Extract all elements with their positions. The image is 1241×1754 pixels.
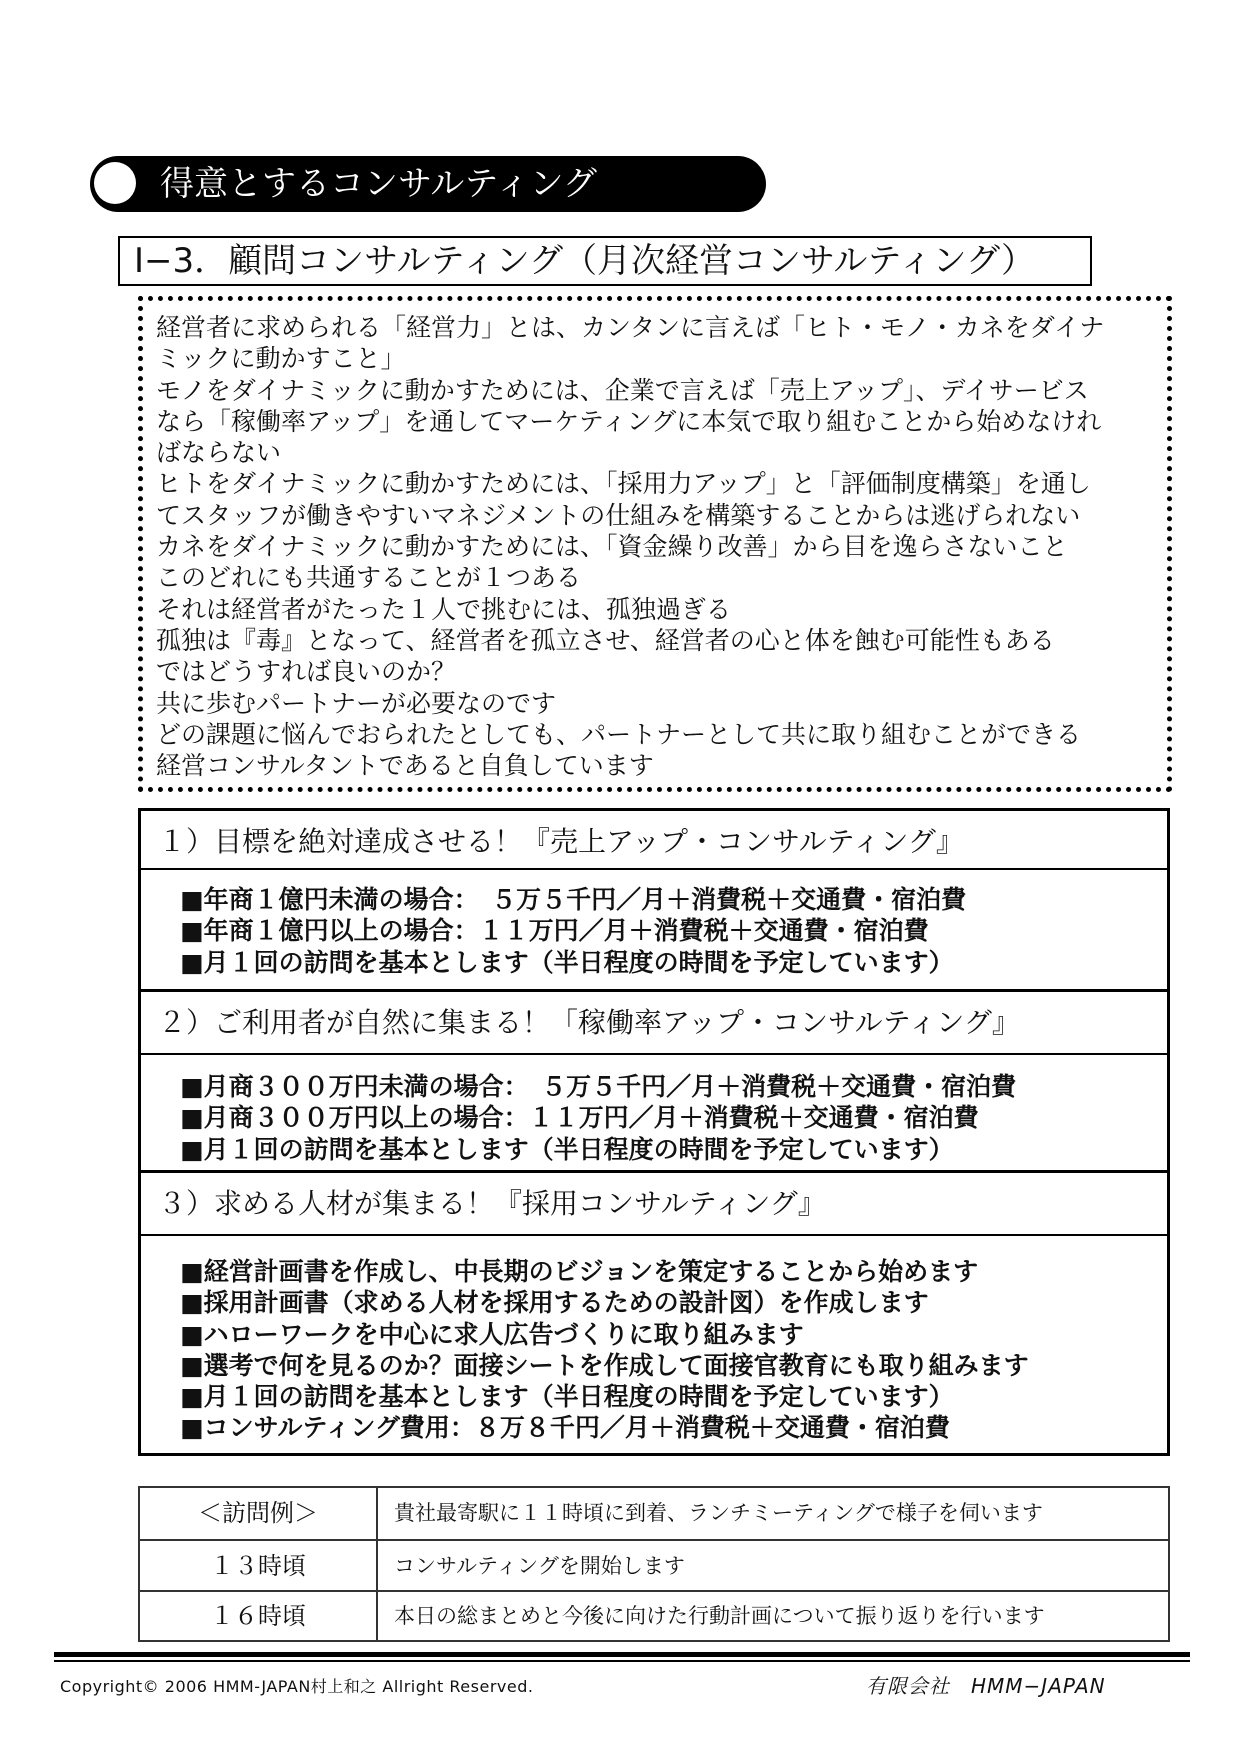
plan-line: ■年商１億円以上の場合：１１万円／月＋消費税＋交通費・宿泊費: [180, 916, 929, 946]
intro-line: どの課題に悩んでおられたとしても、パートナーとして共に取り組むことができる: [156, 719, 1082, 749]
intro-line: なら「稼働率アップ」を通してマーケティングに本気で取り組むことから始めなけれ: [156, 406, 1102, 436]
visit-description: 本日の総まとめと今後に向けた行動計画について振り返りを行います: [394, 1604, 1045, 1628]
intro-text: [156, 312, 1156, 781]
plan-line: ■採用計画書（求める人材を採用するための設計図）を作成します: [180, 1288, 929, 1318]
visit-time: ＜訪問例＞: [140, 1488, 378, 1539]
plan-details-recruiting: [180, 1256, 1029, 1444]
footer-rule: [54, 1652, 1190, 1657]
banner-bullet-icon: [94, 162, 136, 204]
plan-line: ■コンサルティング費用：８万８千円／月＋消費税＋交通費・宿泊費: [180, 1413, 950, 1443]
plan-details-sales: [180, 884, 966, 978]
intro-line: このどれにも共通することが１つある: [156, 563, 582, 593]
plan-title-sales: １）目標を絶対達成させる！『売上アップ・コンサルティング』: [158, 825, 964, 858]
visit-description: コンサルティングを開始します: [394, 1554, 685, 1578]
plan-line: ■ハローワークを中心に求人広告づくりに取り組みます: [180, 1319, 804, 1349]
plan-details-occupancy: [180, 1071, 1016, 1165]
table-row: [140, 1591, 1168, 1642]
plan-divider: [140, 1234, 1168, 1236]
plan-line: ■月１回の訪問を基本とします（半日程度の時間を予定しています）: [180, 1134, 954, 1164]
intro-line: 孤独は『毒』となって、経営者を孤立させ、経営者の心と体を蝕む可能性もある: [156, 625, 1055, 655]
plan-line: ■経営計画書を作成し、中長期のビジョンを策定することから始めます: [180, 1257, 979, 1286]
table-row: [140, 1488, 1168, 1539]
copyright-text: Copyright© 2006 HMM-JAPAN村上和之 Allright Reserved.: [60, 1677, 534, 1696]
company-name: 有限会社 HMM−JAPAN: [866, 1674, 1106, 1698]
plan-divider: [140, 868, 1168, 870]
section-title: 得意とするコンサルティング: [160, 164, 597, 204]
plan-title-recruiting: ３）求める人材が集まる！『採用コンサルティング』: [158, 1187, 826, 1220]
intro-line: 経営者に求められる「経営力」とは、カンタンに言えば「ヒト・モノ・カネをダイナ: [156, 313, 1105, 342]
page-heading: I−3．顧問コンサルティング（月次経営コンサルティング）: [134, 241, 1035, 281]
intro-line: ヒトをダイナミックに動かすためには、「採用力アップ」と「評価制度構築」を通し: [156, 469, 1091, 499]
plan-line: ■年商１億円未満の場合： ５万５千円／月＋消費税＋交通費・宿泊費: [180, 885, 967, 914]
plan-divider: [140, 1053, 1168, 1055]
intro-line: てスタッフが働きやすいマネジメントの仕組みを構築することからは逃げられない: [156, 500, 1081, 530]
intro-line: ばならない: [156, 438, 282, 468]
plan-line: ■選考で何を見るのか？面接シートを作成して面接官教育にも取り組みます: [180, 1350, 1029, 1380]
intro-line: 経営コンサルタントであると自負しています: [156, 751, 654, 781]
plan-line: ■月商３００万円未満の場合： ５万５千円／月＋消費税＋交通費・宿泊費: [180, 1072, 1017, 1101]
intro-line: 共に歩むパートナーが必要なのです: [156, 688, 557, 718]
intro-line: それは経営者がたった１人で挑むには、孤独過ぎる: [156, 594, 732, 624]
plan-line: ■月商３００万円以上の場合：１１万円／月＋消費税＋交通費・宿泊費: [180, 1103, 979, 1133]
plan-title-occupancy: ２）ご利用者が自然に集まる！「稼働率アップ・コンサルティング』: [158, 1006, 1020, 1039]
visit-example-table: [138, 1486, 1170, 1642]
visit-time: １３時頃: [140, 1541, 378, 1592]
plan-line: ■月１回の訪問を基本とします（半日程度の時間を予定しています）: [180, 1382, 954, 1412]
table-row: [140, 1541, 1168, 1592]
intro-line: ミックに動かすこと」: [156, 344, 406, 374]
visit-time: １６時頃: [140, 1591, 378, 1642]
intro-line: ではどうすれば良いのか？: [156, 657, 457, 687]
plan-line: ■月１回の訪問を基本とします（半日程度の時間を予定しています）: [180, 947, 954, 977]
visit-description: 貴社最寄駅に１１時頃に到着、ランチミーティングで様子を伺います: [394, 1501, 1043, 1525]
footer-rule: [54, 1660, 1190, 1662]
intro-line: モノをダイナミックに動かすためには、企業で言えば「売上アップ」、デイサービス: [156, 375, 1089, 405]
intro-line: カネをダイナミックに動かすためには、「資金繰り改善」から目を逸らさないこと: [156, 532, 1068, 562]
